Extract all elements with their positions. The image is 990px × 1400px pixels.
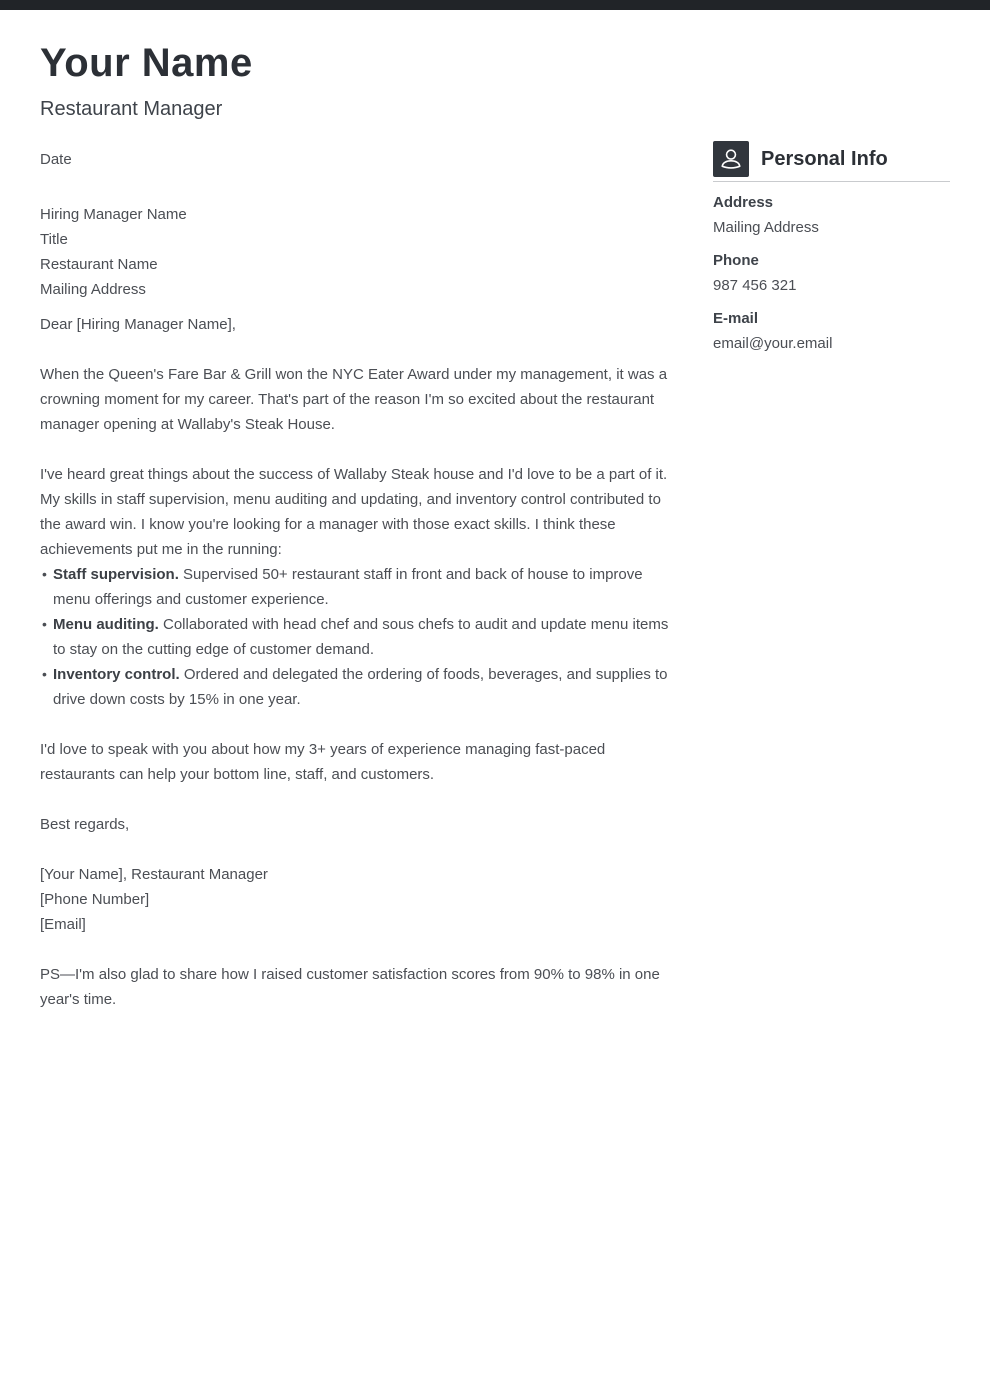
recipient-line: Mailing Address xyxy=(40,281,146,298)
list-item xyxy=(40,612,672,662)
list-item xyxy=(40,662,672,712)
personal-info-sidebar xyxy=(713,141,950,356)
info-value: Mailing Address xyxy=(713,219,819,236)
page-title: Your Name xyxy=(40,41,253,85)
info-label: Phone xyxy=(713,252,759,269)
salutation: Dear [Hiring Manager Name], xyxy=(40,316,236,333)
accent-top-bar xyxy=(0,0,990,10)
recipient-block xyxy=(40,202,672,302)
signature-line: [Your Name], Restaurant Manager xyxy=(40,866,268,883)
bullet-lead: Menu auditing. xyxy=(53,616,159,633)
achievement-list xyxy=(40,562,672,712)
signature-line: [Phone Number] xyxy=(40,891,150,908)
bullet-text: Supervised 50+ restaurant staff in front and back of house to improve menu offerings and customer experience. xyxy=(53,566,643,608)
bullet-text: Ordered and delegated the ordering of foods, beverages, and supplies to drive down costs by 15% in one year. xyxy=(53,666,668,708)
info-value: 987 456 321 xyxy=(713,277,797,294)
info-group-address xyxy=(713,190,950,240)
signoff: Best regards, xyxy=(40,816,130,833)
info-group-email xyxy=(713,306,950,356)
paragraph: I've heard great things about the success of Wallaby Steak house and I'd love to be a part of it. My skills in staff supervision, menu auditing and updating, and inventory control contributed to the award win. I know you're looking for a manager with those exact skills. I think these achievements put me in the running: xyxy=(40,466,668,558)
sidebar-header xyxy=(713,141,950,182)
info-label: Address xyxy=(713,194,774,211)
signature-line: [Email] xyxy=(40,916,86,933)
list-item xyxy=(40,562,672,612)
bullet-text: Collaborated with head chef and sous chefs to audit and update menu items to stay on the cutting edge of customer demand. xyxy=(53,616,669,658)
signature-block xyxy=(40,862,672,937)
date-line: Date xyxy=(40,151,72,168)
info-group-phone xyxy=(713,248,950,298)
recipient-line: Restaurant Name xyxy=(40,256,158,273)
recipient-line: Title xyxy=(40,231,68,248)
letter-body xyxy=(40,10,672,1027)
info-value: email@your.email xyxy=(713,335,833,352)
postscript: PS—I'm also glad to share how I raised customer satisfaction scores from 90% to 98% in one year's time. xyxy=(40,966,660,1008)
job-title: Restaurant Manager xyxy=(40,98,223,120)
recipient-line: Hiring Manager Name xyxy=(40,206,187,223)
paragraph: When the Queen's Fare Bar & Grill won the NYC Eater Award under my management, it was a crowning moment for my career. That's part of the reason I'm so excited about the restaurant manager opening at Wallaby's Steak House. xyxy=(40,366,668,433)
bullet-lead: Staff supervision. xyxy=(53,566,179,583)
bullet-lead: Inventory control. xyxy=(53,666,180,683)
person-icon xyxy=(713,141,749,177)
closing-paragraph: I'd love to speak with you about how my 3+ years of experience managing fast-paced restaurants can help your bottom line, staff, and customers. xyxy=(40,741,606,783)
sidebar-title: Personal Info xyxy=(761,148,888,170)
info-label: E-mail xyxy=(713,310,759,327)
